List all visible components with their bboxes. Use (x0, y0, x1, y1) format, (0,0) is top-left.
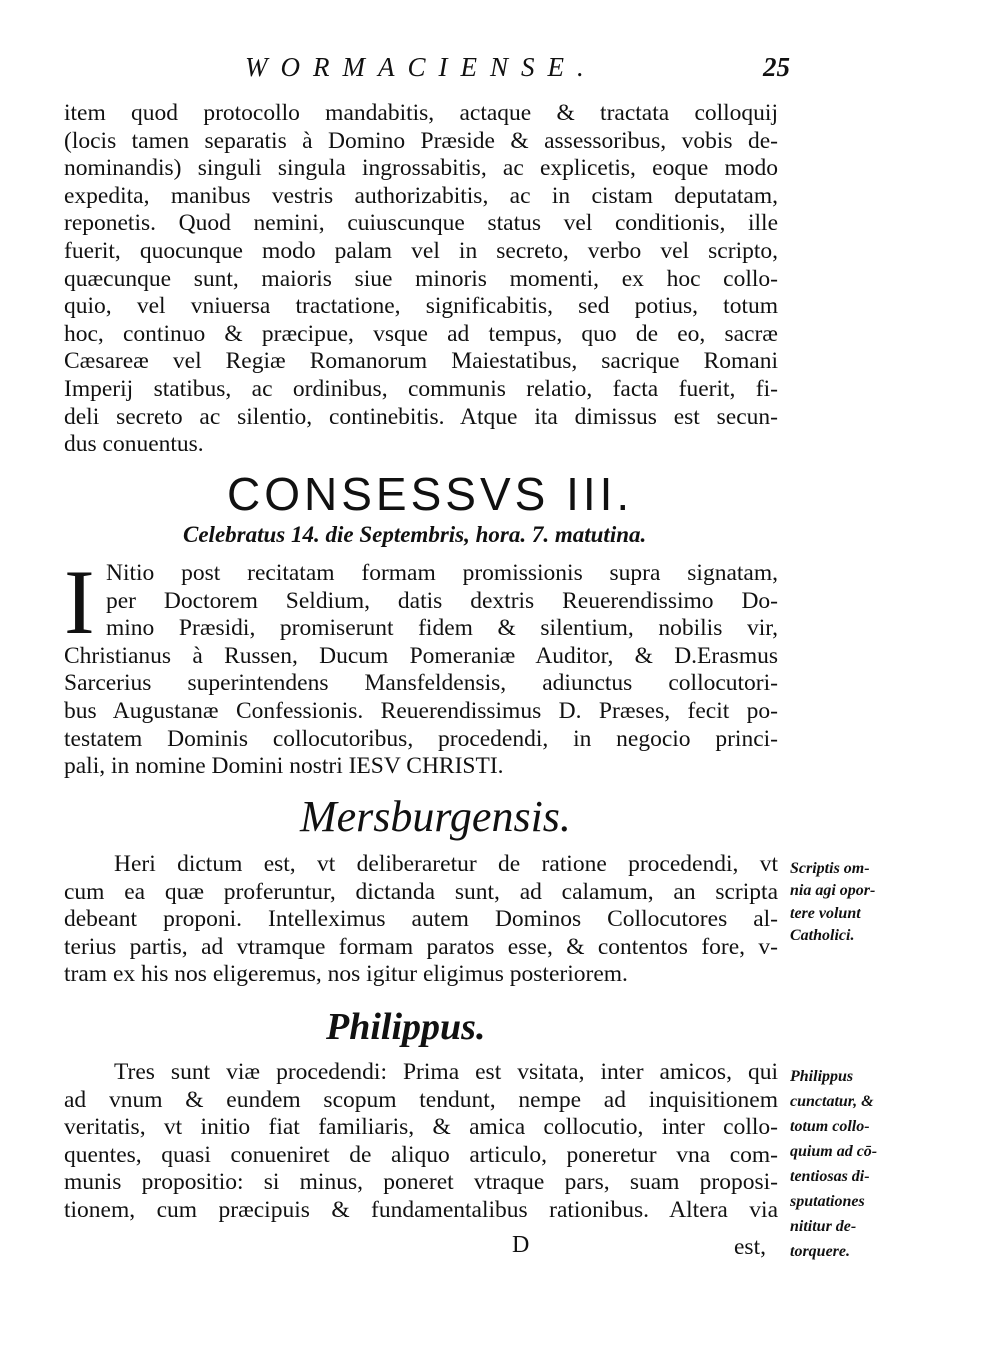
text-line: cum ea quæ proferuntur, dictanda sunt, ad calamum, an scripta (64, 878, 778, 905)
text-line: Imperij statibus, ac ordinibus, communis relatio, facta fuerit, fi- (64, 375, 778, 402)
initial-paragraph (64, 551, 778, 781)
text-line: Nitio post recitatam formam promissionis supra signatam, (106, 560, 778, 586)
margin-note (790, 858, 930, 948)
margin-note-line: sputationes (790, 1193, 865, 1210)
text-line: mino Præsidi, promiserunt fidem & silentium, nobilis vir, (106, 615, 778, 642)
catchword: est, (734, 1234, 766, 1260)
margin-note-line: tere volunt (790, 904, 861, 922)
margin-note-line: quium ad cō- (790, 1143, 878, 1160)
text-line: quio, vel vniuersa tractatione, significabitis, sed potius, totum (64, 293, 778, 320)
text-line: tram ex his nos eligeremus, nos igitur eligimus posteriorem. (64, 961, 628, 988)
drop-cap: I (64, 551, 95, 653)
text-line: dus conuentus. (64, 431, 204, 458)
text-line: veritatis, vt initio fiat familiaris, & amica collocutio, inter collo- (64, 1114, 778, 1141)
text-line: hoc, continuo & præcipue, vsque ad tempus, quo de eo, sacræ (64, 320, 778, 347)
text-line: quæcunque sunt, maioris siue minoris momenti, ex hoc collo- (64, 265, 778, 292)
text-line: tionem, cum præcipuis & fundamentalibus rationibus. Altera via (64, 1196, 778, 1223)
margin-note-line: totum collo- (790, 1118, 870, 1135)
text-line: item quod protocollo mandabitis, actaque & tractata colloquij (64, 100, 778, 126)
text-line: nominandis) singuli singula ingrossabitis, ac explicetis, eoque modo (64, 155, 778, 182)
text-line: Tres sunt viæ procedendi: Prima est vsitata, inter amicos, qui (114, 1059, 778, 1085)
text-line: expedita, manibus vestris authorizabitis, ac in cistam deputatam, (64, 182, 778, 209)
margin-note (790, 1064, 930, 1264)
speaker-heading: Mersburgensis. (300, 792, 571, 841)
text-line: testatem Dominis collocutoribus, procedendi, in negocio princi- (64, 725, 778, 752)
text-line: reponetis. Quod nemini, cuiuscunque status vel conditionis, ille (64, 210, 778, 237)
text-line: ad vnum & eundem scopum tendunt, nempe ad inquisitionem (64, 1086, 778, 1113)
text-line: pali, in nomine Domini nostri IESV CHRISTI. (64, 753, 504, 780)
text-line: debeant proponi. Intelleximus autem Dominos Collocutores al- (64, 906, 778, 933)
text-line: (locis tamen separatis à Domino Præside & assessoribus, vobis de- (64, 127, 778, 154)
running-header (60, 52, 790, 92)
text-line: Heri dictum est, vt deliberaretur de ratione procedendi, vt (114, 851, 778, 877)
text-line: terius partis, ad vtramque formam paratos esse, & contentos fore, v- (64, 933, 778, 960)
text-line: bus Augustanæ Confessionis. Reuerendissimus D. Præses, fecit po- (64, 697, 778, 724)
margin-note-line: torquere. (790, 1243, 850, 1260)
text-line: per Doctorem Seldium, datis dextris Reuerendissimo Do- (106, 587, 778, 614)
text-line: deli secreto ac silentio, continebitis. Atque ita dimissus est secun- (64, 403, 778, 430)
margin-note-line: nia agi opor- (790, 882, 876, 900)
margin-note-line: tentiosas di- (790, 1168, 870, 1185)
text-line: Sarcerius superintendens Mansfeldensis, adiunctus collocutori- (64, 670, 778, 697)
speaker-heading: Philippus. (326, 1006, 486, 1048)
speech-paragraph (64, 1059, 778, 1225)
margin-note-line: cunctatur, & (790, 1093, 874, 1110)
margin-note-line: Catholici. (790, 927, 855, 945)
margin-note-line: nititur de- (790, 1218, 857, 1235)
running-title: WORMACIENSE. (245, 52, 597, 82)
text-line: munis propositio: si minus, poneret vtraque pars, suam proposi- (64, 1169, 778, 1196)
text-line: quentes, quasi conueniret de aliquo articulo, poneretur vna com- (64, 1141, 778, 1168)
page-number: 25 (763, 52, 790, 82)
speech-paragraph (64, 851, 778, 989)
section-subtitle: Celebratus 14. die Septembris, hora. 7. matutina. (183, 522, 647, 547)
text-line: fuerit, quocunque modo palam vel in secreto, verbo vel scripto, (64, 237, 778, 264)
section-title: CONSESSVS III. (227, 468, 634, 520)
margin-note-line: Scriptis om- (790, 860, 870, 877)
text-line: Christianus à Russen, Ducum Pomeraniæ Auditor, & D.Erasmus (64, 642, 778, 669)
opening-paragraph (64, 100, 778, 459)
text-line: Cæsareæ vel Regiæ Romanorum Maiestatibus, sacrique Romani (64, 348, 778, 375)
margin-note-line: Philippus (790, 1068, 854, 1085)
signature-mark: D (512, 1232, 531, 1258)
